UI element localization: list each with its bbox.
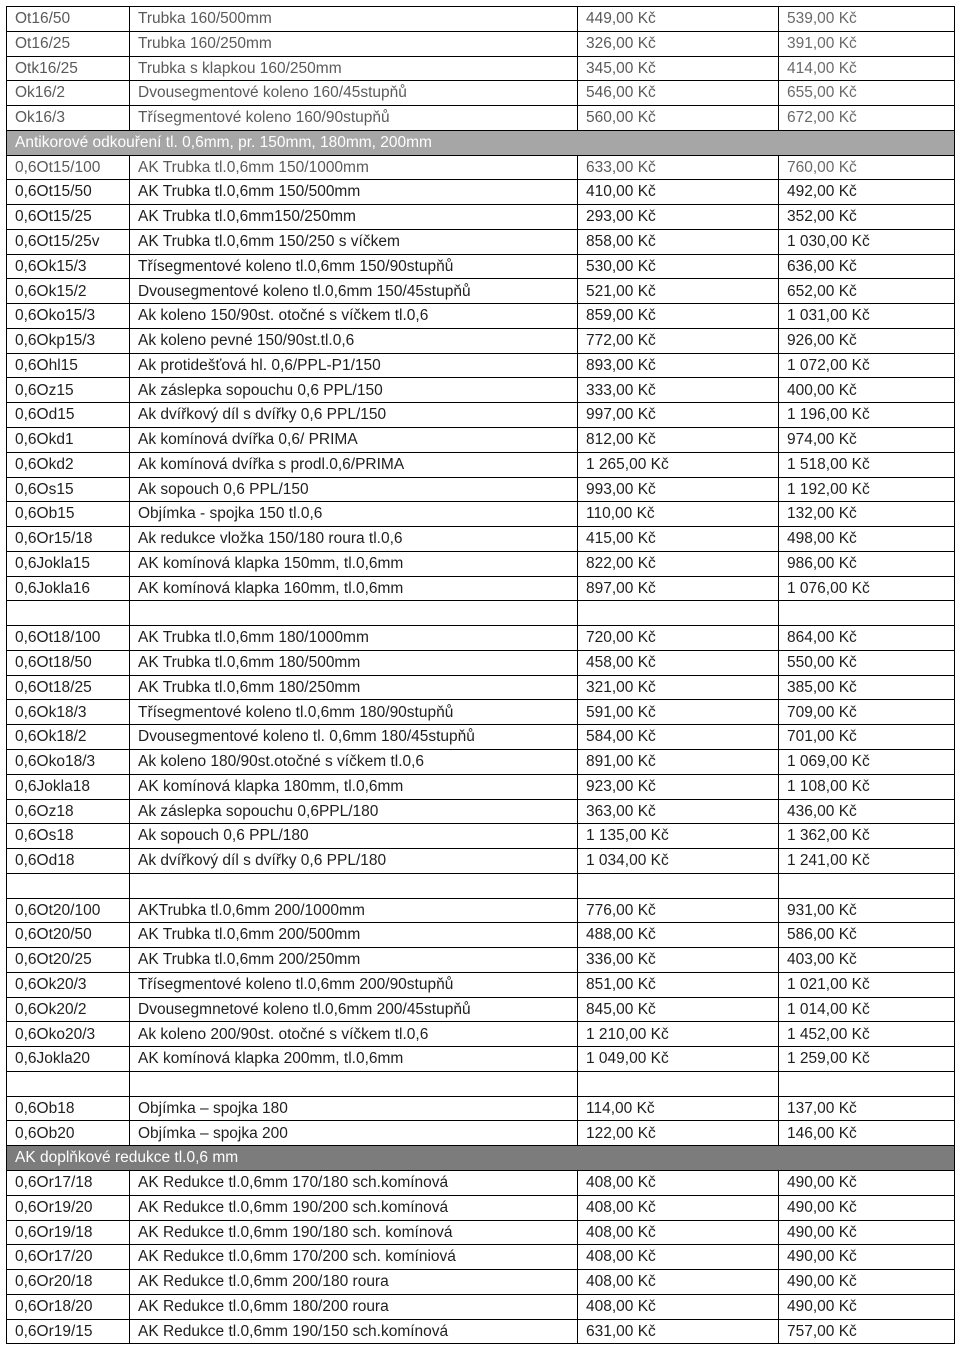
price-with-vat-cell: 391,00 Kč xyxy=(779,31,955,56)
product-code-cell: 0,6Ot15/50 xyxy=(7,180,130,205)
product-code-cell: 0,6Jokla18 xyxy=(7,774,130,799)
product-name-cell: Ak koleno pevné 150/90st.tl.0,6 xyxy=(130,328,578,353)
table-row xyxy=(7,997,955,1022)
product-code-cell: 0,6Ob20 xyxy=(7,1121,130,1146)
table-row xyxy=(7,106,955,131)
price-with-vat-cell: 403,00 Kč xyxy=(779,948,955,973)
table-row xyxy=(7,923,955,948)
table-row xyxy=(7,527,955,552)
product-code-cell: 0,6Os18 xyxy=(7,824,130,849)
product-code-cell: 0,6Or15/18 xyxy=(7,527,130,552)
product-code-cell: 0,6Oko20/3 xyxy=(7,1022,130,1047)
table-row xyxy=(7,873,955,898)
table-row xyxy=(7,180,955,205)
price-with-vat-cell: 1 362,00 Kč xyxy=(779,824,955,849)
price-cell: 720,00 Kč xyxy=(578,626,779,651)
product-code-cell: 0,6Ot15/25 xyxy=(7,205,130,230)
price-with-vat-cell: 1 108,00 Kč xyxy=(779,774,955,799)
product-code-cell: 0,6Ob15 xyxy=(7,502,130,527)
price-cell: 449,00 Kč xyxy=(578,7,779,32)
table-row xyxy=(7,601,955,626)
table-row xyxy=(7,799,955,824)
product-name-cell: Ak záslepka sopouchu 0,6 PPL/150 xyxy=(130,378,578,403)
product-name-cell: Ak koleno 200/90st. otočné s víčkem tl.0,6 xyxy=(130,1022,578,1047)
price-with-vat-cell: 1 452,00 Kč xyxy=(779,1022,955,1047)
product-code-cell: 0,6Ot18/50 xyxy=(7,650,130,675)
table-row xyxy=(7,1121,955,1146)
price-with-vat-cell: 931,00 Kč xyxy=(779,898,955,923)
product-name-cell: Třísegmentové koleno tl.0,6mm 200/90stupňů xyxy=(130,972,578,997)
table-row xyxy=(7,1270,955,1295)
price-cell: 408,00 Kč xyxy=(578,1270,779,1295)
product-code-cell: 0,6Okd2 xyxy=(7,452,130,477)
product-code-cell xyxy=(7,601,130,626)
product-name-cell: AK Redukce tl.0,6mm 190/150 sch.komínová xyxy=(130,1319,578,1344)
table-row xyxy=(7,1096,955,1121)
price-with-vat-cell: 1 069,00 Kč xyxy=(779,749,955,774)
product-name-cell: AK Trubka tl.0,6mm 150/250 s víčkem xyxy=(130,229,578,254)
price-with-vat-cell: 701,00 Kč xyxy=(779,725,955,750)
table-row xyxy=(7,551,955,576)
product-name-cell: AK Trubka tl.0,6mm 150/500mm xyxy=(130,180,578,205)
product-name-cell: AK komínová klapka 160mm, tl.0,6mm xyxy=(130,576,578,601)
table-row xyxy=(7,1195,955,1220)
table-row xyxy=(7,56,955,81)
product-name-cell: AK komínová klapka 150mm, tl.0,6mm xyxy=(130,551,578,576)
product-name-cell: Trubka s klapkou 160/250mm xyxy=(130,56,578,81)
price-cell: 897,00 Kč xyxy=(578,576,779,601)
price-with-vat-cell: 490,00 Kč xyxy=(779,1195,955,1220)
product-name-cell xyxy=(130,1071,578,1096)
table-row xyxy=(7,948,955,973)
product-name-cell: AK Trubka tl.0,6mm 200/250mm xyxy=(130,948,578,973)
product-code-cell: 0,6Okd1 xyxy=(7,428,130,453)
price-with-vat-cell: 539,00 Kč xyxy=(779,7,955,32)
product-code-cell: 0,6Ot20/25 xyxy=(7,948,130,973)
product-code-cell: 0,6Jokla16 xyxy=(7,576,130,601)
price-cell: 415,00 Kč xyxy=(578,527,779,552)
price-with-vat-cell: 926,00 Kč xyxy=(779,328,955,353)
price-with-vat-cell: 757,00 Kč xyxy=(779,1319,955,1344)
price-cell: 584,00 Kč xyxy=(578,725,779,750)
price-with-vat-cell: 652,00 Kč xyxy=(779,279,955,304)
product-name-cell: Objímka - spojka 150 tl.0,6 xyxy=(130,502,578,527)
price-with-vat-cell: 1 259,00 Kč xyxy=(779,1047,955,1072)
table-row xyxy=(7,477,955,502)
price-with-vat-cell: 436,00 Kč xyxy=(779,799,955,824)
product-name-cell: Třísegmentové koleno 160/90stupňů xyxy=(130,106,578,131)
product-name-cell: AK Redukce tl.0,6mm 190/200 sch.komínová xyxy=(130,1195,578,1220)
product-code-cell: 0,6Os15 xyxy=(7,477,130,502)
product-name-cell: Dvousegmentové koleno 160/45stupňů xyxy=(130,81,578,106)
price-cell: 858,00 Kč xyxy=(578,229,779,254)
section-header-row xyxy=(7,130,955,155)
price-with-vat-cell: 1 014,00 Kč xyxy=(779,997,955,1022)
price-cell: 521,00 Kč xyxy=(578,279,779,304)
product-code-cell: 0,6Oko18/3 xyxy=(7,749,130,774)
price-cell: 859,00 Kč xyxy=(578,304,779,329)
price-cell: 546,00 Kč xyxy=(578,81,779,106)
price-with-vat-cell: 1 196,00 Kč xyxy=(779,403,955,428)
product-name-cell: AK Redukce tl.0,6mm 170/180 sch.komínová xyxy=(130,1170,578,1195)
table-row xyxy=(7,1294,955,1319)
price-with-vat-cell: 132,00 Kč xyxy=(779,502,955,527)
product-code-cell: 0,6Ok18/2 xyxy=(7,725,130,750)
section-header-text: Antikorové odkouření tl. 0,6mm, pr. 150mm, 180mm, 200mm xyxy=(7,130,955,155)
product-code-cell: 0,6Or17/20 xyxy=(7,1245,130,1270)
product-name-cell: Objímka – spojka 200 xyxy=(130,1121,578,1146)
product-name-cell: AK Trubka tl.0,6mm 150/1000mm xyxy=(130,155,578,180)
table-row xyxy=(7,898,955,923)
price-with-vat-cell: 974,00 Kč xyxy=(779,428,955,453)
price-with-vat-cell xyxy=(779,601,955,626)
table-row xyxy=(7,378,955,403)
table-row xyxy=(7,774,955,799)
price-cell: 408,00 Kč xyxy=(578,1195,779,1220)
product-name-cell: Ak dvířkový díl s dvířky 0,6 PPL/180 xyxy=(130,849,578,874)
product-code-cell: 0,6Ok15/3 xyxy=(7,254,130,279)
product-name-cell: AK Trubka tl.0,6mm150/250mm xyxy=(130,205,578,230)
price-with-vat-cell: 636,00 Kč xyxy=(779,254,955,279)
price-with-vat-cell: 400,00 Kč xyxy=(779,378,955,403)
product-code-cell: Ot16/25 xyxy=(7,31,130,56)
price-list-table xyxy=(6,6,955,1344)
product-code-cell: 0,6Oz15 xyxy=(7,378,130,403)
product-name-cell: Ak koleno 180/90st.otočné s víčkem tl.0,6 xyxy=(130,749,578,774)
section-header-row xyxy=(7,1146,955,1171)
product-name-cell: Dvousegmnetové koleno tl.0,6mm 200/45stupňů xyxy=(130,997,578,1022)
product-code-cell: 0,6Ot18/25 xyxy=(7,675,130,700)
price-with-vat-cell xyxy=(779,1071,955,1096)
product-name-cell: Trubka 160/250mm xyxy=(130,31,578,56)
table-row xyxy=(7,279,955,304)
price-cell: 893,00 Kč xyxy=(578,353,779,378)
table-row xyxy=(7,675,955,700)
price-cell: 997,00 Kč xyxy=(578,403,779,428)
product-name-cell: Ak sopouch 0,6 PPL/150 xyxy=(130,477,578,502)
product-code-cell: 0,6Or17/18 xyxy=(7,1170,130,1195)
product-code-cell: 0,6Oko15/3 xyxy=(7,304,130,329)
product-name-cell: AKTrubka tl.0,6mm 200/1000mm xyxy=(130,898,578,923)
product-code-cell: 0,6Ok20/3 xyxy=(7,972,130,997)
table-row xyxy=(7,1022,955,1047)
table-row xyxy=(7,849,955,874)
product-name-cell: Trubka 160/500mm xyxy=(130,7,578,32)
price-cell: 488,00 Kč xyxy=(578,923,779,948)
product-name-cell: Třísegmentové koleno tl.0,6mm 180/90stupňů xyxy=(130,700,578,725)
table-row xyxy=(7,1245,955,1270)
price-with-vat-cell: 490,00 Kč xyxy=(779,1294,955,1319)
price-cell: 845,00 Kč xyxy=(578,997,779,1022)
product-code-cell: 0,6Ok15/2 xyxy=(7,279,130,304)
price-with-vat-cell: 490,00 Kč xyxy=(779,1220,955,1245)
table-row xyxy=(7,403,955,428)
price-cell: 923,00 Kč xyxy=(578,774,779,799)
price-cell: 114,00 Kč xyxy=(578,1096,779,1121)
price-cell: 410,00 Kč xyxy=(578,180,779,205)
price-with-vat-cell: 137,00 Kč xyxy=(779,1096,955,1121)
price-with-vat-cell: 1 076,00 Kč xyxy=(779,576,955,601)
table-row xyxy=(7,205,955,230)
product-name-cell: Ak protidešťová hl. 0,6/PPL-P1/150 xyxy=(130,353,578,378)
price-cell: 408,00 Kč xyxy=(578,1245,779,1270)
price-with-vat-cell: 655,00 Kč xyxy=(779,81,955,106)
price-with-vat-cell: 498,00 Kč xyxy=(779,527,955,552)
product-name-cell: Ak komínová dvířka s prodl.0,6/PRIMA xyxy=(130,452,578,477)
product-code-cell: 0,6Ot15/25v xyxy=(7,229,130,254)
table-row xyxy=(7,1170,955,1195)
table-row xyxy=(7,972,955,997)
table-row xyxy=(7,81,955,106)
product-code-cell: Ok16/2 xyxy=(7,81,130,106)
price-with-vat-cell: 864,00 Kč xyxy=(779,626,955,651)
product-name-cell xyxy=(130,601,578,626)
table-row xyxy=(7,824,955,849)
table-row xyxy=(7,254,955,279)
price-cell: 345,00 Kč xyxy=(578,56,779,81)
table-row xyxy=(7,725,955,750)
price-with-vat-cell: 709,00 Kč xyxy=(779,700,955,725)
price-cell: 122,00 Kč xyxy=(578,1121,779,1146)
product-code-cell: Otk16/25 xyxy=(7,56,130,81)
price-cell: 408,00 Kč xyxy=(578,1170,779,1195)
price-cell: 1 135,00 Kč xyxy=(578,824,779,849)
product-code-cell: 0,6Or19/18 xyxy=(7,1220,130,1245)
price-cell: 293,00 Kč xyxy=(578,205,779,230)
price-cell: 993,00 Kč xyxy=(578,477,779,502)
product-code-cell: 0,6Ot20/100 xyxy=(7,898,130,923)
price-cell: 326,00 Kč xyxy=(578,31,779,56)
price-cell: 1 210,00 Kč xyxy=(578,1022,779,1047)
product-code-cell: 0,6Od18 xyxy=(7,849,130,874)
table-row xyxy=(7,428,955,453)
product-name-cell: Dvousegmentové koleno tl.0,6mm 150/45stupňů xyxy=(130,279,578,304)
price-cell xyxy=(578,1071,779,1096)
price-with-vat-cell: 1 072,00 Kč xyxy=(779,353,955,378)
product-name-cell: AK komínová klapka 200mm, tl.0,6mm xyxy=(130,1047,578,1072)
product-name-cell: Ak sopouch 0,6 PPL/180 xyxy=(130,824,578,849)
price-with-vat-cell: 414,00 Kč xyxy=(779,56,955,81)
price-with-vat-cell: 1 241,00 Kč xyxy=(779,849,955,874)
price-with-vat-cell: 490,00 Kč xyxy=(779,1270,955,1295)
product-name-cell: AK Redukce tl.0,6mm 180/200 roura xyxy=(130,1294,578,1319)
table-row xyxy=(7,353,955,378)
price-cell: 633,00 Kč xyxy=(578,155,779,180)
price-with-vat-cell: 672,00 Kč xyxy=(779,106,955,131)
product-code-cell: Ot16/50 xyxy=(7,7,130,32)
price-with-vat-cell: 490,00 Kč xyxy=(779,1245,955,1270)
product-code-cell: 0,6Or19/20 xyxy=(7,1195,130,1220)
price-with-vat-cell: 146,00 Kč xyxy=(779,1121,955,1146)
table-row xyxy=(7,1319,955,1344)
price-cell xyxy=(578,873,779,898)
product-code-cell: 0,6Jokla20 xyxy=(7,1047,130,1072)
product-name-cell: Objímka – spojka 180 xyxy=(130,1096,578,1121)
price-with-vat-cell: 492,00 Kč xyxy=(779,180,955,205)
price-with-vat-cell: 352,00 Kč xyxy=(779,205,955,230)
price-cell: 408,00 Kč xyxy=(578,1220,779,1245)
price-cell: 408,00 Kč xyxy=(578,1294,779,1319)
product-code-cell: 0,6Okp15/3 xyxy=(7,328,130,353)
product-name-cell: Ak komínová dvířka 0,6/ PRIMA xyxy=(130,428,578,453)
table-row xyxy=(7,576,955,601)
product-name-cell: AK komínová klapka 180mm, tl.0,6mm xyxy=(130,774,578,799)
price-cell xyxy=(578,601,779,626)
price-with-vat-cell: 1 030,00 Kč xyxy=(779,229,955,254)
table-row xyxy=(7,1047,955,1072)
section-header-text: AK doplňkové redukce tl.0,6 mm xyxy=(7,1146,955,1171)
table-row xyxy=(7,1071,955,1096)
price-with-vat-cell: 1 031,00 Kč xyxy=(779,304,955,329)
product-name-cell: AK Trubka tl.0,6mm 180/250mm xyxy=(130,675,578,700)
product-code-cell: 0,6Ok20/2 xyxy=(7,997,130,1022)
table-row xyxy=(7,155,955,180)
product-code-cell: 0,6Ot15/100 xyxy=(7,155,130,180)
table-row xyxy=(7,328,955,353)
product-name-cell: Dvousegmentové koleno tl. 0,6mm 180/45stupňů xyxy=(130,725,578,750)
price-cell: 851,00 Kč xyxy=(578,972,779,997)
price-cell: 822,00 Kč xyxy=(578,551,779,576)
price-with-vat-cell: 1 192,00 Kč xyxy=(779,477,955,502)
product-code-cell: 0,6Ot18/100 xyxy=(7,626,130,651)
product-name-cell: AK Trubka tl.0,6mm 200/500mm xyxy=(130,923,578,948)
price-with-vat-cell: 1 518,00 Kč xyxy=(779,452,955,477)
price-with-vat-cell: 986,00 Kč xyxy=(779,551,955,576)
product-code-cell: 0,6Oz18 xyxy=(7,799,130,824)
product-name-cell: AK Redukce tl.0,6mm 170/200 sch. komíniová xyxy=(130,1245,578,1270)
price-cell: 1 049,00 Kč xyxy=(578,1047,779,1072)
product-code-cell: 0,6Ob18 xyxy=(7,1096,130,1121)
table-row xyxy=(7,7,955,32)
product-name-cell: Ak koleno 150/90st. otočné s víčkem tl.0,6 xyxy=(130,304,578,329)
product-code-cell: 0,6Or19/15 xyxy=(7,1319,130,1344)
table-row xyxy=(7,749,955,774)
price-with-vat-cell: 586,00 Kč xyxy=(779,923,955,948)
product-code-cell xyxy=(7,1071,130,1096)
product-name-cell: AK Trubka tl.0,6mm 180/1000mm xyxy=(130,626,578,651)
product-code-cell: 0,6Ohl15 xyxy=(7,353,130,378)
price-list-body xyxy=(7,7,955,1344)
price-cell: 363,00 Kč xyxy=(578,799,779,824)
price-cell: 336,00 Kč xyxy=(578,948,779,973)
price-with-vat-cell: 385,00 Kč xyxy=(779,675,955,700)
table-row xyxy=(7,700,955,725)
price-cell: 631,00 Kč xyxy=(578,1319,779,1344)
table-row xyxy=(7,626,955,651)
product-code-cell: 0,6Or18/20 xyxy=(7,1294,130,1319)
product-code-cell xyxy=(7,873,130,898)
product-name-cell: Ak redukce vložka 150/180 roura tl.0,6 xyxy=(130,527,578,552)
price-cell: 891,00 Kč xyxy=(578,749,779,774)
product-name-cell: Ak záslepka sopouchu 0,6PPL/180 xyxy=(130,799,578,824)
table-row xyxy=(7,31,955,56)
price-cell: 772,00 Kč xyxy=(578,328,779,353)
table-row xyxy=(7,229,955,254)
product-name-cell: AK Redukce tl.0,6mm 190/180 sch. komínová xyxy=(130,1220,578,1245)
product-name-cell: Třísegmentové koleno tl.0,6mm 150/90stupňů xyxy=(130,254,578,279)
price-cell: 776,00 Kč xyxy=(578,898,779,923)
product-code-cell: 0,6Or20/18 xyxy=(7,1270,130,1295)
table-row xyxy=(7,1220,955,1245)
price-with-vat-cell: 760,00 Kč xyxy=(779,155,955,180)
price-cell: 333,00 Kč xyxy=(578,378,779,403)
price-with-vat-cell: 1 021,00 Kč xyxy=(779,972,955,997)
product-name-cell xyxy=(130,873,578,898)
product-code-cell: 0,6Ok18/3 xyxy=(7,700,130,725)
price-cell: 812,00 Kč xyxy=(578,428,779,453)
product-name-cell: AK Trubka tl.0,6mm 180/500mm xyxy=(130,650,578,675)
price-cell: 560,00 Kč xyxy=(578,106,779,131)
table-row xyxy=(7,502,955,527)
product-code-cell: 0,6Ot20/50 xyxy=(7,923,130,948)
price-with-vat-cell: 550,00 Kč xyxy=(779,650,955,675)
table-row xyxy=(7,452,955,477)
price-with-vat-cell: 490,00 Kč xyxy=(779,1170,955,1195)
price-with-vat-cell xyxy=(779,873,955,898)
price-cell: 591,00 Kč xyxy=(578,700,779,725)
product-code-cell: Ok16/3 xyxy=(7,106,130,131)
price-cell: 458,00 Kč xyxy=(578,650,779,675)
price-cell: 110,00 Kč xyxy=(578,502,779,527)
product-name-cell: Ak dvířkový díl s dvířky 0,6 PPL/150 xyxy=(130,403,578,428)
product-code-cell: 0,6Od15 xyxy=(7,403,130,428)
product-code-cell: 0,6Jokla15 xyxy=(7,551,130,576)
price-cell: 1 265,00 Kč xyxy=(578,452,779,477)
product-name-cell: AK Redukce tl.0,6mm 200/180 roura xyxy=(130,1270,578,1295)
price-cell: 1 034,00 Kč xyxy=(578,849,779,874)
price-cell: 321,00 Kč xyxy=(578,675,779,700)
price-cell: 530,00 Kč xyxy=(578,254,779,279)
table-row xyxy=(7,304,955,329)
table-row xyxy=(7,650,955,675)
